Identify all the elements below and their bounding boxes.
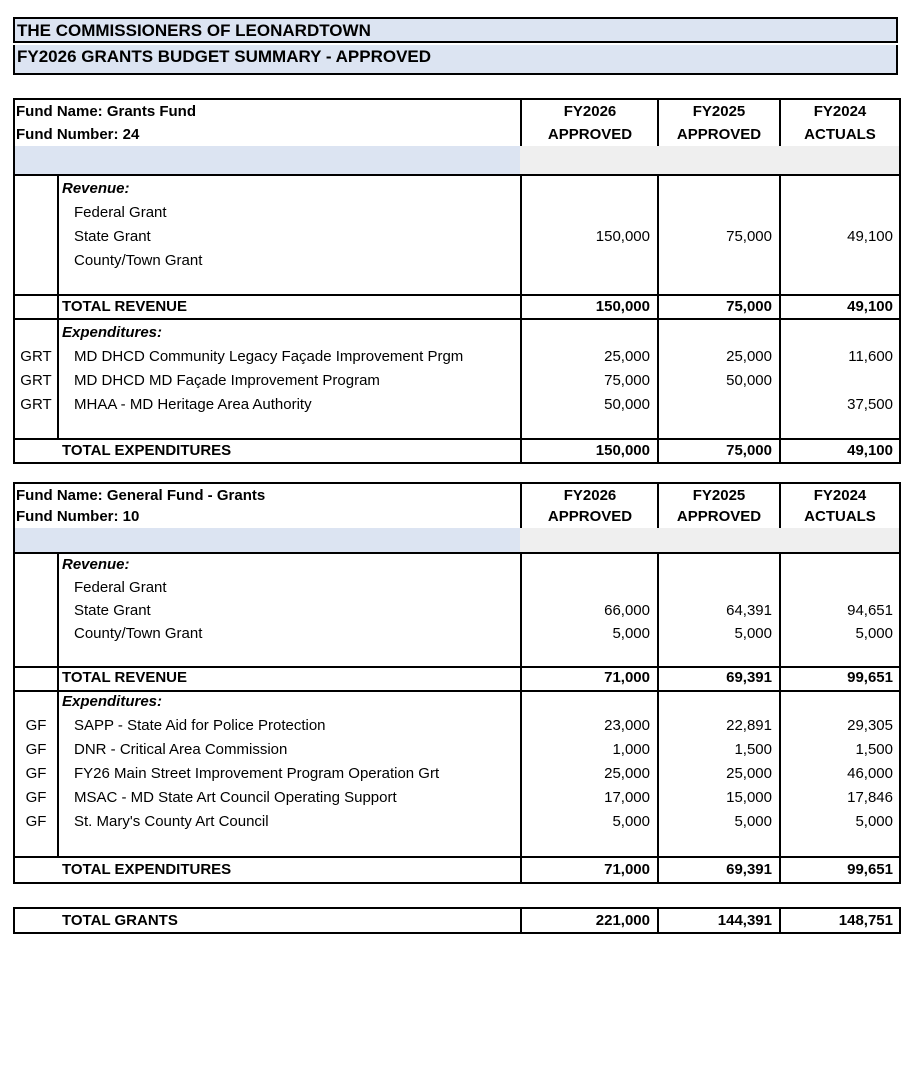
expenditures-label: Expenditures: xyxy=(62,324,163,341)
col-fy2024-year: FY2024 xyxy=(813,103,867,120)
col-fy2025-status: APPROVED xyxy=(676,126,762,143)
rev-state-fy25: 64,391 xyxy=(726,602,772,619)
total-revenue-fy26: 71,000 xyxy=(604,669,650,686)
revenue-county: County/Town Grant xyxy=(74,252,203,269)
total-grants-fy24: 148,751 xyxy=(838,912,893,929)
fund-number: Fund Number: 24 xyxy=(16,126,140,143)
col-fy2025-status: APPROVED xyxy=(676,508,762,525)
col-fy2026-year: FY2026 xyxy=(563,487,617,504)
rev-state-fy24: 94,651 xyxy=(847,602,893,619)
fund-name: Fund Name: Grants Fund xyxy=(16,103,196,120)
total-revenue-fy26: 150,000 xyxy=(595,298,650,315)
total-revenue-fy24: 49,100 xyxy=(847,298,893,315)
fund-number: Fund Number: 10 xyxy=(16,508,140,525)
total-exp-fy25: 75,000 xyxy=(726,442,772,459)
total-revenue-label: TOTAL REVENUE xyxy=(62,669,188,686)
total-expenditures-label: TOTAL EXPENDITURES xyxy=(62,442,232,459)
total-revenue-fy25: 69,391 xyxy=(726,669,772,686)
rev-county-fy26: 5,000 xyxy=(612,625,650,642)
revenue-label: Revenue: xyxy=(62,180,130,197)
rev-county-fy25: 5,000 xyxy=(734,625,772,642)
org-title: THE COMMISSIONERS OF LEONARDTOWN xyxy=(13,17,898,43)
revenue-federal: Federal Grant xyxy=(74,204,167,221)
revenue-label: Revenue: xyxy=(62,556,130,573)
col-fy2026-year: FY2026 xyxy=(563,103,617,120)
revenue-county: County/Town Grant xyxy=(74,625,203,642)
col-fy2025-year: FY2025 xyxy=(692,103,746,120)
total-revenue-fy24: 99,651 xyxy=(847,669,893,686)
total-expenditures-label: TOTAL EXPENDITURES xyxy=(62,861,232,878)
revenue-state: State Grant xyxy=(74,602,151,619)
revenue-state: State Grant xyxy=(74,228,151,245)
total-exp-fy25: 69,391 xyxy=(726,861,772,878)
total-grants-fy26: 221,000 xyxy=(595,912,650,929)
col-fy2026-status: APPROVED xyxy=(547,508,633,525)
total-exp-fy26: 71,000 xyxy=(604,861,650,878)
col-fy2025-year: FY2025 xyxy=(692,487,746,504)
total-exp-fy26: 150,000 xyxy=(595,442,650,459)
page-title: FY2026 GRANTS BUDGET SUMMARY - APPROVED xyxy=(13,45,898,75)
fund-name: Fund Name: General Fund - Grants xyxy=(16,487,266,504)
total-revenue-fy25: 75,000 xyxy=(726,298,772,315)
rev-state-fy26: 66,000 xyxy=(604,602,650,619)
rev-state-fy24: 49,100 xyxy=(847,228,893,245)
total-grants-label: TOTAL GRANTS xyxy=(62,912,178,929)
total-grants-fy25: 144,391 xyxy=(717,912,772,929)
col-fy2024-status: ACTUALS xyxy=(804,126,876,143)
total-exp-fy24: 49,100 xyxy=(847,442,893,459)
col-fy2024-year: FY2024 xyxy=(813,487,867,504)
total-exp-fy24: 99,651 xyxy=(847,861,893,878)
total-revenue-label: TOTAL REVENUE xyxy=(62,298,188,315)
rev-state-fy26: 150,000 xyxy=(595,228,650,245)
revenue-federal: Federal Grant xyxy=(74,579,167,596)
rev-county-fy24: 5,000 xyxy=(855,625,893,642)
rev-state-fy25: 75,000 xyxy=(726,228,772,245)
col-fy2026-status: APPROVED xyxy=(547,126,633,143)
col-fy2024-status: ACTUALS xyxy=(804,508,876,525)
expenditures-label: Expenditures: xyxy=(62,693,163,710)
